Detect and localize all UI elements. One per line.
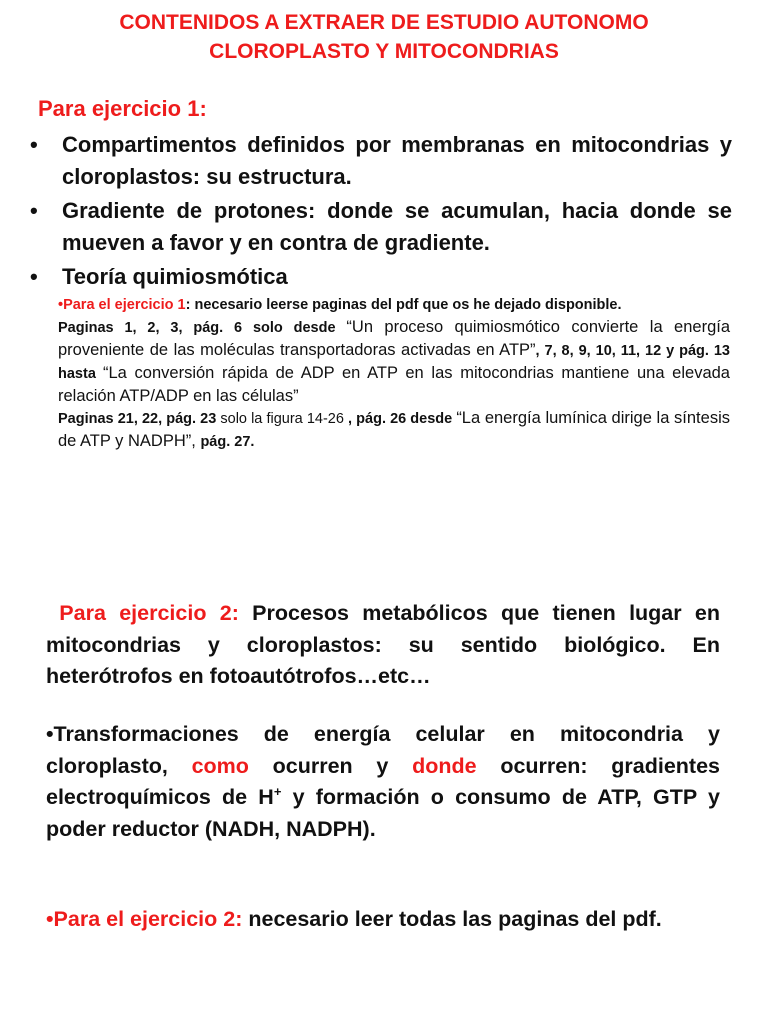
highlight-como: como — [191, 753, 249, 778]
pages-text: , pág. 26 desde — [348, 411, 457, 427]
ejercicio-1-reading-note — [58, 294, 730, 453]
list-item — [28, 261, 732, 293]
bullet-icon: • — [30, 132, 38, 157]
pages-text: pág. 27. — [200, 434, 255, 450]
quote-text: “Un proceso quimiosmótico convierte la energía proveniente de las moléculas transportadoras activadas en ATP” — [58, 318, 731, 359]
quote-text: “La energía lumínica dirige la síntesis de ATP y NADPH” — [58, 409, 730, 450]
highlight-donde: donde — [412, 753, 477, 778]
bullet-text: Gradiente de protones: donde se acumulan, hacia donde se mueven a favor y en contra de gradiente. — [62, 198, 732, 255]
bullet-text: Teoría quimiosmótica — [62, 264, 288, 289]
ejercicio-2-paragraph — [46, 598, 720, 693]
quote-text: “La conversión rápida de ADP en ATP en las mitocondrias mantiene una elevada relación ATP/ADP en las células” — [58, 364, 730, 405]
transformaciones-text: ocurren: gradientes electroquímicos de H — [46, 753, 720, 809]
ejercicio-1-heading: Para ejercicio 1: — [38, 96, 207, 121]
note-2-lead-red: •Para el ejercicio 2: — [46, 907, 243, 931]
ejercicio-1-bullet-list — [28, 129, 732, 295]
transformaciones-text: y formación o consumo de ATP, GTP y poder reductor (NADH, NADPH). — [46, 785, 720, 841]
transformaciones-paragraph — [46, 719, 720, 845]
list-item — [28, 195, 732, 259]
note-1-lead-red: •Para el ejercicio 1 — [58, 297, 186, 313]
note-2-rest: necesario leer todas las paginas del pdf. — [242, 907, 662, 931]
note-1-pages-a — [58, 316, 730, 407]
title-line-1: CONTENIDOS A EXTRAER DE ESTUDIO AUTONOMO — [119, 11, 649, 34]
note-1-lead — [58, 294, 730, 316]
transformaciones-text: ocurren y — [248, 753, 413, 778]
superscript-plus: + — [273, 783, 282, 799]
ejercicio-2-reading-note — [46, 904, 726, 935]
list-item — [28, 129, 732, 193]
pages-text: , 7, 8, 9, 10, 11, 12 y pág. 13 hasta — [58, 343, 730, 382]
pages-text: Paginas 1, 2, 3, pág. 6 solo desde — [58, 320, 347, 336]
pages-text: Paginas 21, 22, pág. 23 — [58, 411, 221, 427]
note-1-lead-rest: : necesario leerse paginas del pdf que os he dejado disponible. — [185, 297, 622, 313]
ejercicio-2-heading: Para ejercicio 2: — [59, 601, 239, 625]
transformaciones-text: •Transformaciones de energía celular en mitocondria y cloroplasto, — [46, 722, 720, 778]
ejercicio-2-text: Procesos metabólicos que tienen lugar en mitocondrias y cloroplastos: su sentido biológico. En heterótrofos en fotoautótrofos…etc… — [46, 601, 720, 688]
bullet-icon: • — [30, 264, 38, 289]
bullet-text: Compartimentos definidos por membranas en mitocondrias y cloroplastos: su estructura. — [62, 132, 732, 189]
note-1-pages-b — [58, 407, 730, 453]
title-line-2: CLOROPLASTO Y MITOCONDRIAS — [209, 40, 559, 63]
document-title — [0, 8, 768, 66]
figure-text: solo la figura 14-26 — [220, 411, 349, 427]
bullet-icon: • — [30, 198, 38, 223]
separator-text: , — [191, 432, 201, 450]
